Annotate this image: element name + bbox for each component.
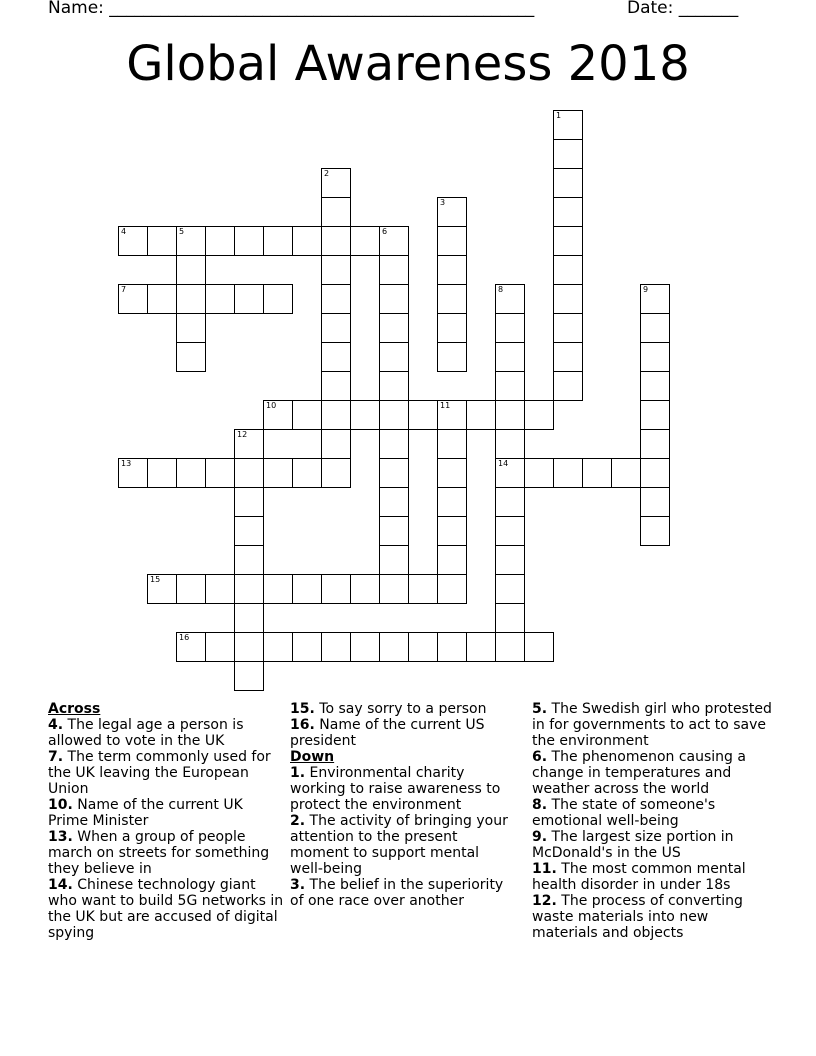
grid-cell[interactable] xyxy=(611,458,641,488)
cell-number: 16 xyxy=(179,633,190,642)
clue-across-15: 15. To say sorry to a person xyxy=(290,701,487,717)
clue-down-3: 3. The belief in the superiority of one race over another xyxy=(290,877,504,909)
grid-cell[interactable] xyxy=(321,429,351,459)
name-line: __________________________________________________ xyxy=(109,0,535,18)
grid-cell[interactable] xyxy=(553,284,583,314)
clue-across-13: 13. When a group of people march on streets for something they believe in xyxy=(48,829,270,877)
cell-number: 4 xyxy=(121,227,127,236)
grid-cell[interactable] xyxy=(437,632,467,662)
grid-cell[interactable] xyxy=(263,284,293,314)
cell-number: 10 xyxy=(266,401,277,410)
grid-cell[interactable] xyxy=(553,197,583,227)
grid-cell[interactable] xyxy=(118,226,148,256)
grid-cell[interactable] xyxy=(321,342,351,372)
clue-down-8: 8. The state of someone's emotional well-being xyxy=(532,797,716,829)
grid-cell[interactable] xyxy=(321,371,351,401)
grid-cell[interactable] xyxy=(234,284,264,314)
grid-cell[interactable] xyxy=(205,458,235,488)
grid-cell[interactable] xyxy=(582,458,612,488)
grid-cell[interactable] xyxy=(321,197,351,227)
grid-cell[interactable] xyxy=(234,574,264,604)
grid-cell[interactable] xyxy=(437,197,467,227)
grid-cell[interactable] xyxy=(234,661,264,691)
grid-cell[interactable] xyxy=(321,226,351,256)
grid-cell[interactable] xyxy=(640,487,670,517)
grid-cell[interactable] xyxy=(495,458,525,488)
grid-cell[interactable] xyxy=(263,458,293,488)
grid-cell[interactable] xyxy=(379,400,409,430)
grid-cell[interactable] xyxy=(176,458,206,488)
clue-down-12: 12. The process of converting waste materials into new materials and objects xyxy=(532,893,743,941)
grid-cell[interactable] xyxy=(292,632,322,662)
grid-cell[interactable] xyxy=(321,168,351,198)
grid-cell[interactable] xyxy=(379,342,409,372)
grid-cell[interactable] xyxy=(553,139,583,169)
cell-number: 13 xyxy=(121,459,132,468)
grid-cell[interactable] xyxy=(350,400,380,430)
grid-cell[interactable] xyxy=(553,110,583,140)
grid-cell[interactable] xyxy=(553,342,583,372)
grid-cell[interactable] xyxy=(350,226,380,256)
grid-cell[interactable] xyxy=(640,371,670,401)
grid-cell[interactable] xyxy=(147,458,177,488)
date-line: _______ xyxy=(678,0,739,18)
cell-number: 14 xyxy=(498,459,509,468)
cell-number: 5 xyxy=(179,227,185,236)
grid-cell[interactable] xyxy=(495,632,525,662)
grid-cell[interactable] xyxy=(437,342,467,372)
grid-cell[interactable] xyxy=(321,400,351,430)
grid-cell[interactable] xyxy=(263,574,293,604)
grid-cell[interactable] xyxy=(437,226,467,256)
grid-cell[interactable] xyxy=(495,603,525,633)
grid-cell[interactable] xyxy=(379,255,409,285)
cell-number: 7 xyxy=(121,285,127,294)
grid-cell[interactable] xyxy=(495,400,525,430)
grid-cell[interactable] xyxy=(495,342,525,372)
grid-cell[interactable] xyxy=(292,574,322,604)
cell-number: 2 xyxy=(324,169,330,178)
grid-cell[interactable] xyxy=(234,458,264,488)
clue-down-9: 9. The largest size portion in McDonald's in the US xyxy=(532,829,734,861)
cell-number: 12 xyxy=(237,430,248,439)
grid-cell[interactable] xyxy=(321,632,351,662)
grid-cell[interactable] xyxy=(321,574,351,604)
grid-cell[interactable] xyxy=(437,284,467,314)
cell-number: 11 xyxy=(440,401,451,410)
clue-down-2: 2. The activity of bringing your attention to the present moment to support mental well-being xyxy=(290,813,508,877)
grid-cell[interactable] xyxy=(524,458,554,488)
grid-cell[interactable] xyxy=(379,574,409,604)
grid-cell[interactable] xyxy=(437,458,467,488)
grid-cell[interactable] xyxy=(147,574,177,604)
grid-cell[interactable] xyxy=(379,487,409,517)
clue-down-11: 11. The most common mental health disorder in under 18s xyxy=(532,861,746,893)
grid-cell[interactable] xyxy=(495,574,525,604)
grid-cell[interactable] xyxy=(118,458,148,488)
grid-cell[interactable] xyxy=(205,632,235,662)
grid-cell[interactable] xyxy=(292,226,322,256)
clue-across-14: 14. Chinese technology giant who want to build 5G networks in the UK but are accused of digital spying xyxy=(48,877,284,941)
grid-cell[interactable] xyxy=(379,632,409,662)
grid-cell[interactable] xyxy=(292,400,322,430)
grid-cell[interactable] xyxy=(176,632,206,662)
grid-cell[interactable] xyxy=(147,226,177,256)
grid-cell[interactable] xyxy=(234,632,264,662)
grid-cell[interactable] xyxy=(495,487,525,517)
grid-cell[interactable] xyxy=(640,429,670,459)
grid-cell[interactable] xyxy=(292,458,322,488)
grid-cell[interactable] xyxy=(176,342,206,372)
grid-cell[interactable] xyxy=(379,545,409,575)
grid-cell[interactable] xyxy=(640,516,670,546)
cell-number: 15 xyxy=(150,575,161,584)
grid-cell[interactable] xyxy=(118,284,148,314)
across-heading: Across xyxy=(48,701,101,717)
grid-cell[interactable] xyxy=(553,226,583,256)
grid-cell[interactable] xyxy=(379,313,409,343)
grid-cell[interactable] xyxy=(350,632,380,662)
grid-cell[interactable] xyxy=(350,574,380,604)
grid-cell[interactable] xyxy=(553,371,583,401)
grid-cell[interactable] xyxy=(379,516,409,546)
grid-cell[interactable] xyxy=(495,545,525,575)
page-title: Global Awareness 2018 xyxy=(126,36,690,92)
cell-number: 3 xyxy=(440,198,446,207)
grid-cell[interactable] xyxy=(234,487,264,517)
clue-down-6: 6. The phenomenon causing a change in temperatures and weather across the world xyxy=(532,749,746,797)
grid-cell[interactable] xyxy=(321,284,351,314)
grid-cell[interactable] xyxy=(495,371,525,401)
grid-cell[interactable] xyxy=(466,632,496,662)
grid-cell[interactable] xyxy=(321,458,351,488)
clues-column-2 xyxy=(290,701,514,909)
grid-cell[interactable] xyxy=(234,226,264,256)
grid-cell[interactable] xyxy=(176,255,206,285)
grid-cell[interactable] xyxy=(408,632,438,662)
grid-cell[interactable] xyxy=(640,313,670,343)
grid-cell[interactable] xyxy=(379,458,409,488)
grid-cell[interactable] xyxy=(437,487,467,517)
grid-cell[interactable] xyxy=(553,255,583,285)
grid-cell[interactable] xyxy=(234,545,264,575)
cell-number: 9 xyxy=(643,285,649,294)
cell-number: 1 xyxy=(556,111,562,120)
grid-cell[interactable] xyxy=(379,284,409,314)
grid-cell[interactable] xyxy=(321,255,351,285)
grid-cell[interactable] xyxy=(234,603,264,633)
grid-cell[interactable] xyxy=(176,313,206,343)
clue-down-5: 5. The Swedish girl who protested in for governments to act to save the environment xyxy=(532,701,772,749)
grid-cell[interactable] xyxy=(379,429,409,459)
grid-cell[interactable] xyxy=(263,226,293,256)
clue-across-16: 16. Name of the current US president xyxy=(290,717,485,749)
grid-cell[interactable] xyxy=(640,284,670,314)
grid-cell[interactable] xyxy=(205,574,235,604)
grid-cell[interactable] xyxy=(553,458,583,488)
grid-cell[interactable] xyxy=(640,342,670,372)
grid-cell[interactable] xyxy=(176,226,206,256)
grid-cell[interactable] xyxy=(640,400,670,430)
grid-cell[interactable] xyxy=(234,429,264,459)
date-label: Date: xyxy=(627,0,674,18)
grid-cell[interactable] xyxy=(437,574,467,604)
grid-cell[interactable] xyxy=(553,168,583,198)
cell-number: 6 xyxy=(382,227,388,236)
grid-cell[interactable] xyxy=(379,226,409,256)
grid-cell[interactable] xyxy=(640,458,670,488)
grid-cell[interactable] xyxy=(524,400,554,430)
grid-cell[interactable] xyxy=(263,400,293,430)
grid-cell[interactable] xyxy=(408,574,438,604)
clues-column-1 xyxy=(48,701,284,941)
grid-cell[interactable] xyxy=(234,516,264,546)
grid-cell[interactable] xyxy=(553,313,583,343)
grid-cell[interactable] xyxy=(437,429,467,459)
grid-cell[interactable] xyxy=(408,400,438,430)
grid-cell[interactable] xyxy=(495,313,525,343)
grid-cell[interactable] xyxy=(437,313,467,343)
name-label: Name: xyxy=(48,0,104,18)
grid-cell[interactable] xyxy=(176,574,206,604)
grid-cell[interactable] xyxy=(263,632,293,662)
grid-cell[interactable] xyxy=(466,400,496,430)
grid-cell[interactable] xyxy=(205,284,235,314)
clues-column-3 xyxy=(532,701,772,941)
grid-cell[interactable] xyxy=(437,516,467,546)
grid-cell[interactable] xyxy=(437,545,467,575)
grid-cell[interactable] xyxy=(205,226,235,256)
cell-number: 8 xyxy=(498,285,504,294)
grid-cell[interactable] xyxy=(321,313,351,343)
clue-across-4: 4. The legal age a person is allowed to vote in the UK xyxy=(48,717,244,749)
grid-cell[interactable] xyxy=(437,400,467,430)
grid-cell[interactable] xyxy=(176,284,206,314)
grid-cell[interactable] xyxy=(495,516,525,546)
grid-cell[interactable] xyxy=(495,284,525,314)
grid-cell[interactable] xyxy=(379,371,409,401)
clue-across-10: 10. Name of the current UK Prime Minister xyxy=(48,797,243,829)
grid-cell[interactable] xyxy=(147,284,177,314)
clue-down-1: 1. Environmental charity working to raise awareness to protect the environment xyxy=(290,765,501,813)
grid-cell[interactable] xyxy=(524,632,554,662)
grid-cell[interactable] xyxy=(495,429,525,459)
down-heading: Down xyxy=(290,749,335,765)
grid-cell[interactable] xyxy=(437,255,467,285)
clue-across-7: 7. The term commonly used for the UK leaving the European Union xyxy=(48,749,271,797)
